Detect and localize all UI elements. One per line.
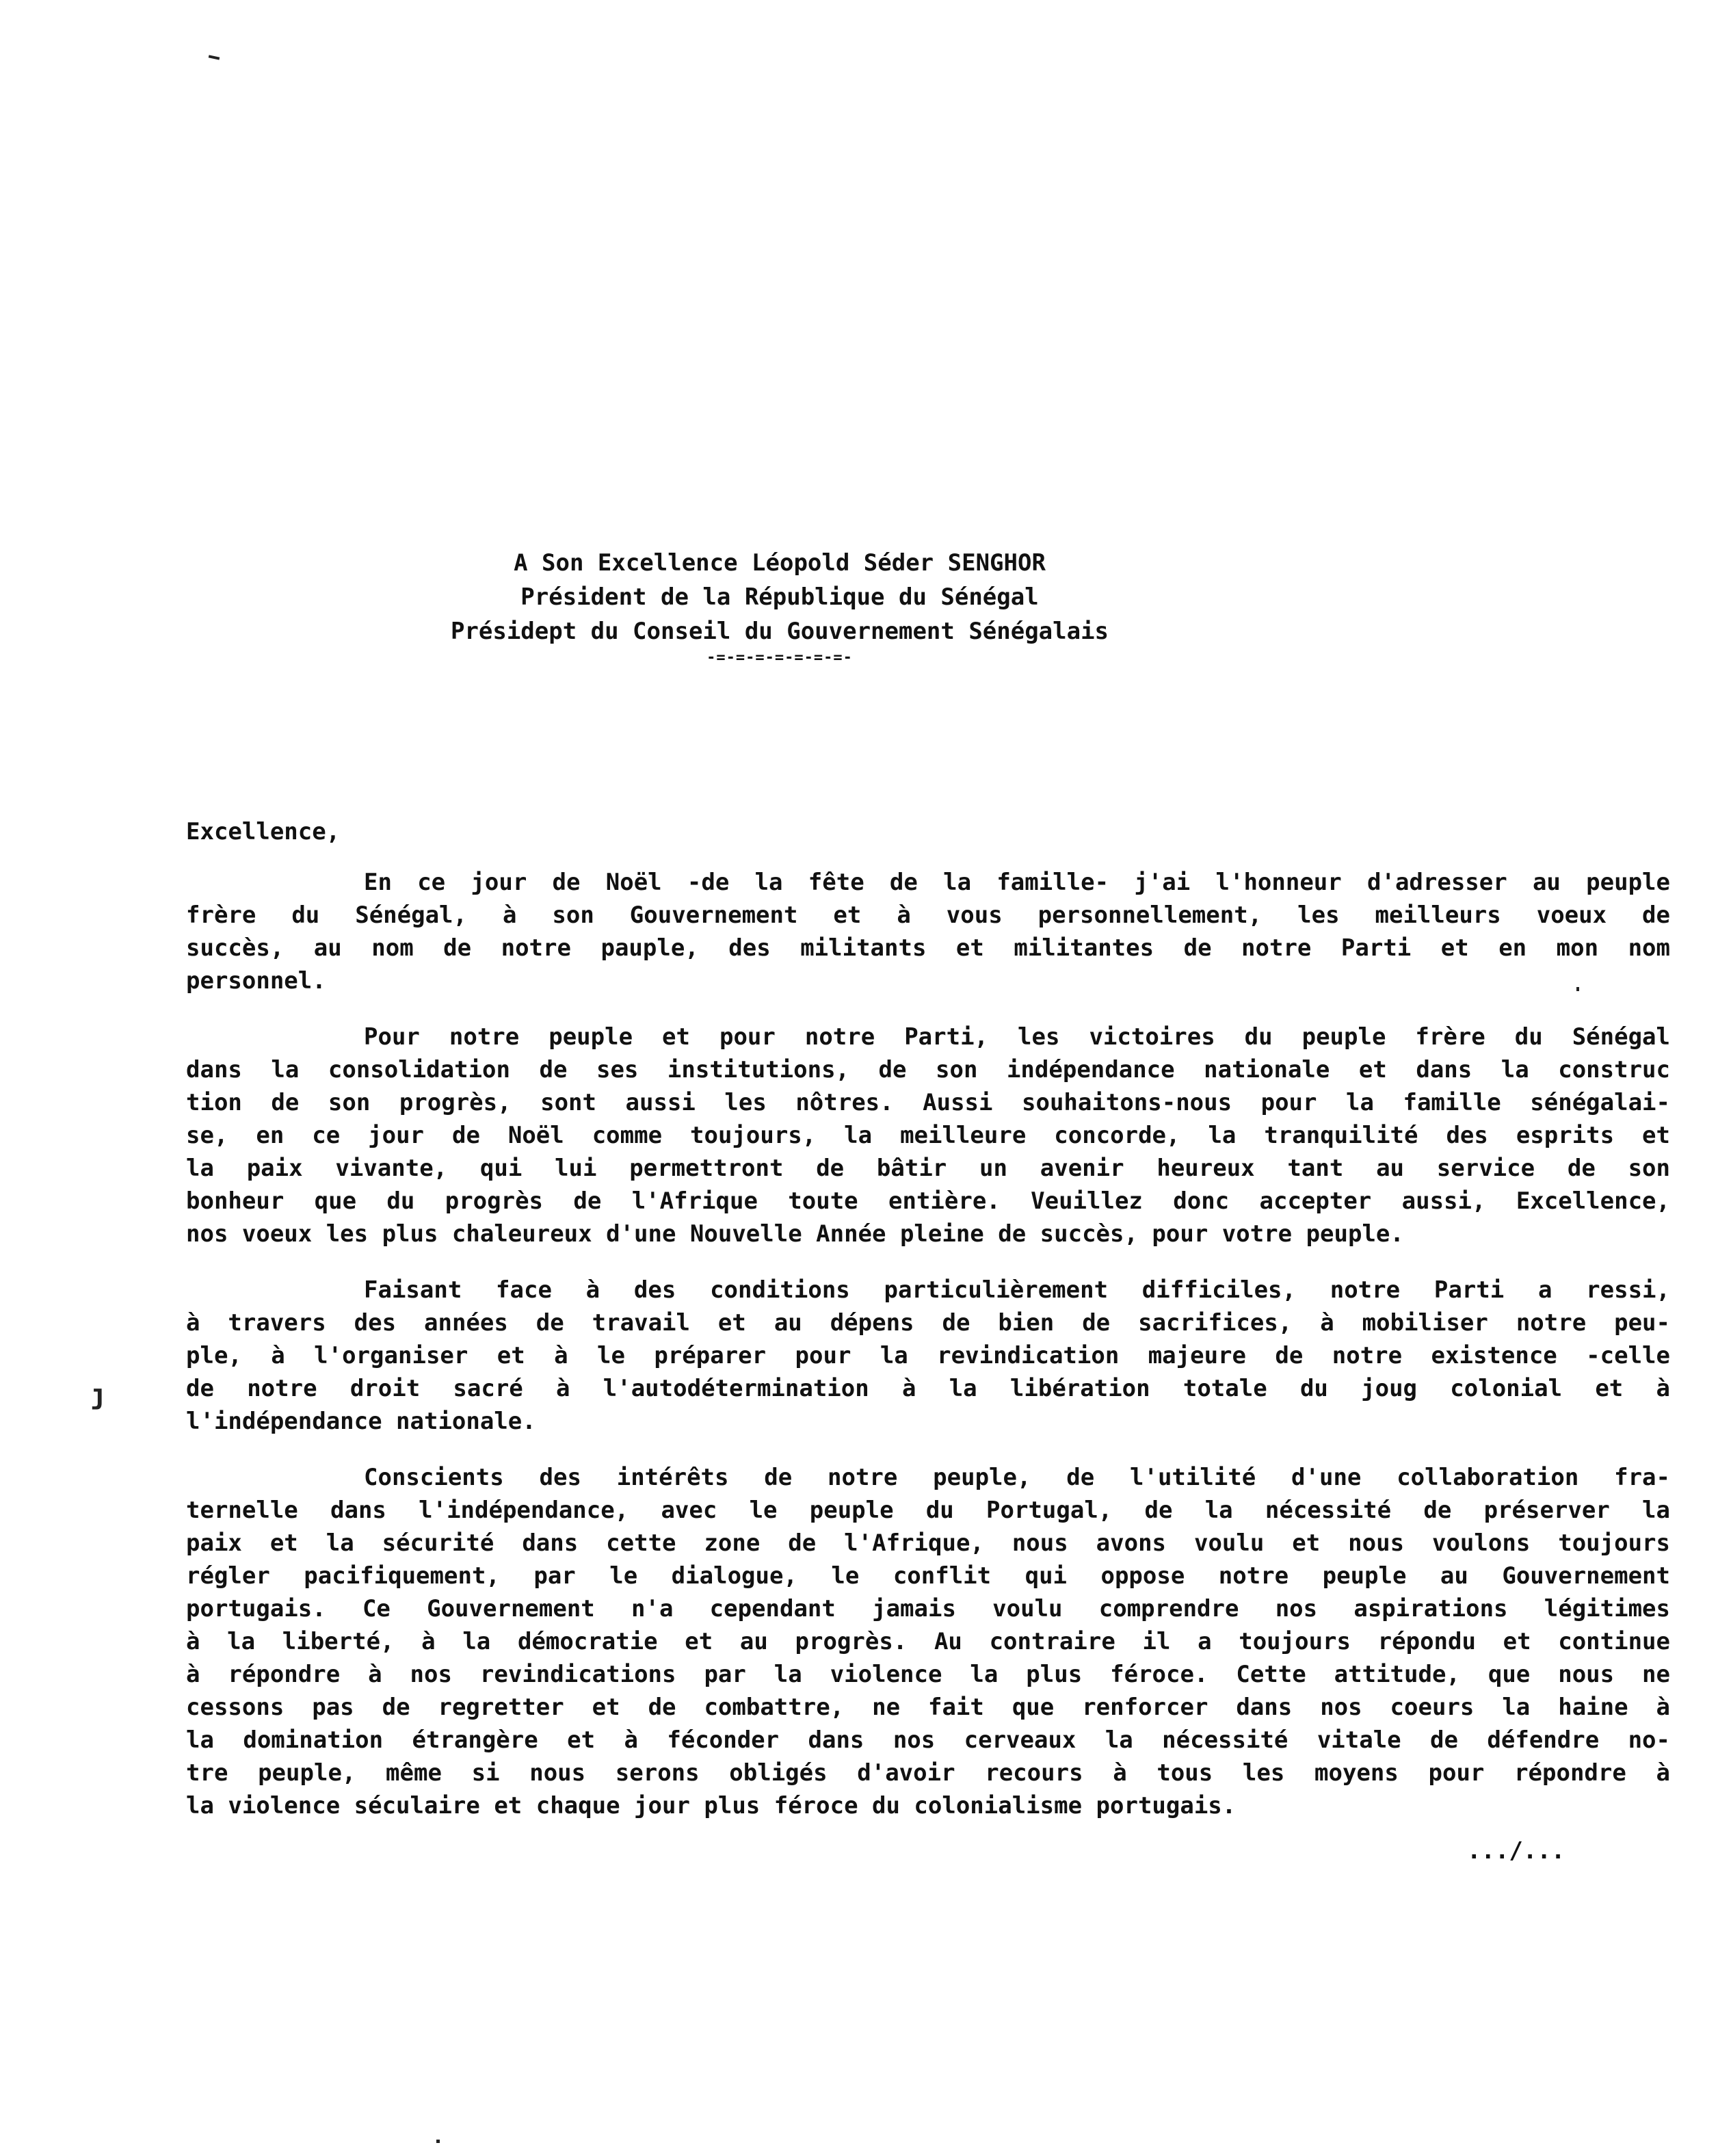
paragraph-line: la violence séculaire et chaque jour plus féroce du colonialisme portugais. (186, 1792, 1237, 1819)
paragraph-line: tre peuple, même si nous serons obligés d'avoir recours à tous les moyens pour répondre à (186, 1759, 1670, 1787)
letter-body (186, 815, 1670, 1845)
paragraph-line: à la liberté, à la démocratie et au progrès. Au contraire il a toujours répondu et continue (186, 1628, 1670, 1655)
addressee-line-2: Président de la République du Sénégal (520, 583, 1039, 611)
addressee-line-1: A Son Excellence Léopold Séder SENGHOR (514, 549, 1046, 577)
paragraph-line: Pour notre peuple et pour notre Parti, les victoires du peuple frère du Sénégal (364, 1023, 1670, 1051)
paragraph-line: paix et la sécurité dans cette zone de l'Afrique, nous avons voulu et nous voulons toujours (186, 1529, 1670, 1557)
paragraph-line: se, en ce jour de Noël comme toujours, la meilleure concorde, la tranquilité des esprits et (186, 1122, 1670, 1149)
paragraph-line: succès, au nom de notre pauple, des militants et militantes de notre Parti et en mon nom (186, 934, 1670, 962)
paragraph-line: Faisant face à des conditions particulièrement difficiles, notre Parti a ressi, (364, 1276, 1670, 1304)
paragraph-line: dans la consolidation de ses institutions, de son indépendance nationale et dans la construc (186, 1056, 1670, 1083)
paragraph-line: nos voeux les plus chaleureux d'une Nouvelle Année pleine de succès, pour votre peuple. (186, 1220, 1404, 1248)
paragraph-line: tion de son progrès, sont aussi les nôtres. Aussi souhaitons-nous pour la famille sénégalai- (186, 1089, 1670, 1116)
addressee-line-3: Présidept du Conseil du Gouvernement Sénégalais (450, 618, 1109, 645)
ink-speck (436, 2140, 440, 2143)
paragraph-3 (186, 1274, 1670, 1438)
paragraph-line: la paix vivante, qui lui permettront de bâtir un avenir heureux tant au service de son (186, 1155, 1670, 1182)
paragraph-line: portugais. Ce Gouvernement n'a cependant jamais voulu comprendre nos aspirations légitimes (186, 1595, 1670, 1622)
paragraph-line: frère du Sénégal, à son Gouvernement et à vous personnellement, les meilleurs voeux de (186, 902, 1670, 929)
continuation-mark: .../... (1467, 1837, 1565, 1865)
paragraph-4 (186, 1461, 1670, 1822)
paragraph-line: ternelle dans l'indépendance, avec le peuple du Portugal, de la nécessité de préserver la (186, 1497, 1670, 1524)
divider-line: -=-=-=-=-=-=-=- (706, 649, 853, 666)
paragraph-line: Conscients des intérêts de notre peuple, de l'utilité d'une collaboration fra- (364, 1464, 1670, 1491)
ink-speck (209, 55, 220, 60)
paragraph-line: à travers des années de travail et au dépens de bien de sacrifices, à mobiliser notre peu- (186, 1309, 1670, 1337)
paragraph-line: bonheur que du progrès de l'Afrique toute entière. Veuillez donc accepter aussi, Excellence, (186, 1187, 1670, 1215)
paragraph-line: ple, à l'organiser et à le préparer pour la revindication majeure de notre existence -celle (186, 1342, 1670, 1369)
paragraph-line: En ce jour de Noël -de la fête de la famille- j'ai l'honneur d'adresser au peuple (364, 869, 1670, 896)
paragraph-line: la domination étrangère et à féconder dans nos cerveaux la nécessité vitale de défendre no- (186, 1726, 1670, 1754)
paragraph-line: personnel. (186, 967, 326, 995)
margin-mark: ȷ (90, 1379, 107, 1410)
addressee-block (342, 546, 1217, 665)
paragraph-line: l'indépendance nationale. (186, 1408, 536, 1435)
paragraph-2 (186, 1021, 1670, 1250)
paragraph-line: de notre droit sacré à l'autodétermination à la libération totale du joug colonial et à (186, 1375, 1670, 1402)
salutation: Excellence, (186, 818, 341, 845)
paragraph-line: à répondre à nos revindications par la violence la plus féroce. Cette attitude, que nous ne (186, 1661, 1670, 1688)
paragraph-line: régler pacifiquement, par le dialogue, le conflit qui oppose notre peuple au Gouvernement (186, 1562, 1670, 1590)
paragraph-line: cessons pas de regretter et de combattre, ne fait que renforcer dans nos coeurs la haine à (186, 1694, 1670, 1721)
paragraph-1 (186, 866, 1670, 997)
